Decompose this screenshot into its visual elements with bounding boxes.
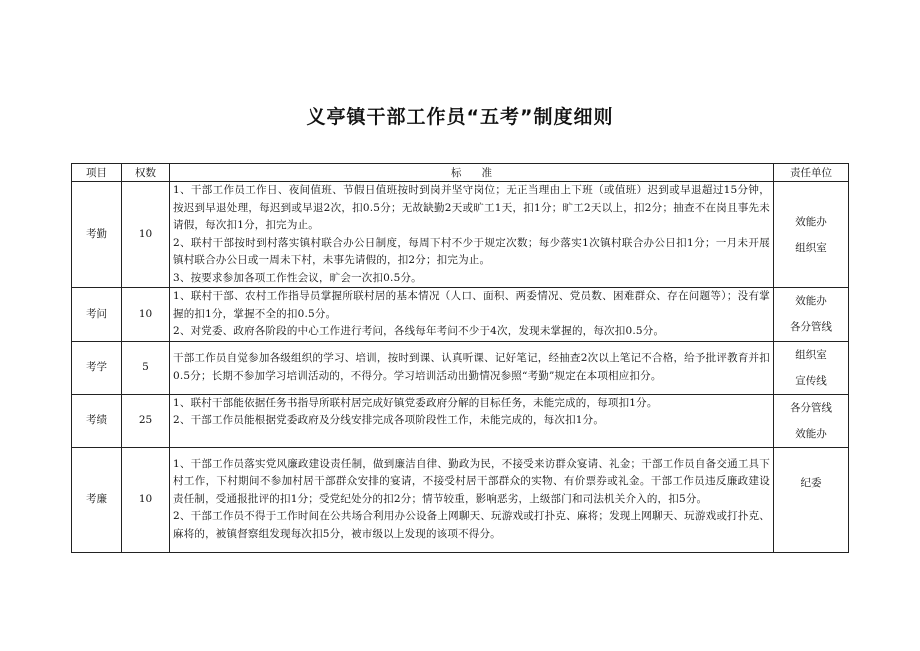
row-weight: 25 [122, 394, 170, 447]
standard-clause: 1、干部工作员落实党风廉政建设责任制，做到廉洁自律、勤政为民，不接受来访群众宴请、礼金；干部工作员自备交通工具下村工作，下村期间不参加村居干部群众安排的宴请，不接受村居干部群众的实物、有价票券或礼金。干部工作员违反廉政建设责任制，受通报批评的扣1分；受党纪处分的扣2分；情节较重，影响恶劣，上级部门和司法机关介入的，扣5分。 [173, 457, 770, 505]
standard-clause: 2、联村干部按时到村落实镇村联合办公日制度，每周下村不少于规定次数；每少落实1次镇村联合办公日扣1分；一月未开展镇村联合办公日或一周未下村，未事先请假的，扣2分；扣完为止。 [173, 236, 770, 266]
row-weight: 10 [122, 447, 170, 552]
standard-clause: 1、干部工作员工作日、夜间值班、节假日值班按时到岗并坚守岗位；无正当理由上下班（或值班）迟到或早退超过15分钟，按迟到早退处理，每迟到或早退2次，扣0.5分；无故缺勤2天或旷工1天，扣1分；旷工2天以上，扣2分；抽查不在岗且事先未请假，每次扣1分，扣完为止。 [173, 184, 770, 231]
row-standard [170, 394, 774, 447]
row-weight: 10 [122, 182, 170, 288]
table-row [72, 341, 849, 394]
responsible-unit: 效能办 [795, 215, 827, 228]
responsible-unit: 纪委 [800, 476, 822, 489]
standard-clause: 2、干部工作员能根据党委政府及分线安排完成各项阶段性工作，未能完成的，每次扣1分。 [173, 414, 605, 426]
table-row [72, 288, 849, 342]
header-unit: 责任单位 [774, 164, 849, 182]
responsible-unit: 宣传线 [795, 374, 827, 387]
standard-clause: 2、对党委、政府各阶段的中心工作进行考问，各线每年考问不少于4次，发现未掌握的，每次扣0.5分。 [173, 325, 665, 337]
row-item: 考学 [72, 341, 122, 394]
responsible-unit: 各分管线 [790, 321, 832, 334]
row-standard [170, 447, 774, 552]
row-weight: 10 [122, 288, 170, 342]
row-unit [774, 447, 849, 552]
table-row [72, 394, 849, 447]
header-weight: 权数 [122, 164, 170, 182]
responsible-unit: 效能办 [795, 295, 827, 308]
header-item: 项目 [72, 164, 122, 182]
standard-clause: 2、干部工作员不得于工作时间在公共场合利用办公设备上网聊天、玩游戏或打扑克、麻将；发现上网聊天、玩游戏或打扑克、麻将的，被镇督察组发现每次扣5分，被市级以上发现的该项不得分。 [173, 510, 770, 540]
standard-clause: 1、联村干部、农村工作指导员掌握所联村居的基本情况（人口、面积、两委情况、党员数、困难群众、存在问题等）；没有掌握的扣1分，掌握不全的扣0.5分。 [173, 290, 770, 320]
row-weight: 5 [122, 341, 170, 394]
row-item: 考问 [72, 288, 122, 342]
responsible-unit: 组织室 [795, 348, 827, 361]
row-unit [774, 341, 849, 394]
table-header-row [72, 164, 849, 182]
standard-clause: 3、按要求参加各项工作性会议，旷会一次扣0.5分。 [173, 271, 422, 284]
header-standard: 标 准 [170, 164, 774, 182]
document-title: 义亭镇干部工作员“五考”制度细则 [306, 106, 614, 128]
table-row [72, 447, 849, 552]
row-item: 考勤 [72, 182, 122, 288]
standard-clause: 干部工作员自觉参加各级组织的学习、培训，按时到课、认真听课、记好笔记，经抽查2次以上笔记不合格，给予批评教育并扣0.5分；长期不参加学习培训活动的，不得分。学习培训活动出勤情况参照“考勤”规定在本项相应扣分。 [173, 352, 770, 382]
row-standard [170, 288, 774, 342]
responsible-unit: 各分管线 [790, 401, 832, 414]
responsible-unit: 效能办 [795, 427, 827, 440]
responsible-unit: 组织室 [795, 241, 827, 254]
row-unit [774, 182, 849, 288]
row-standard [170, 182, 774, 288]
row-item: 考廉 [72, 447, 122, 552]
rules-table [71, 163, 849, 553]
row-standard [170, 341, 774, 394]
table-row [72, 182, 849, 288]
standard-clause: 1、联村干部能依据任务书指导所联村居完成好镇党委政府分解的目标任务，未能完成的，每项扣1分。 [173, 396, 658, 409]
row-unit [774, 394, 849, 447]
row-unit [774, 288, 849, 342]
row-item: 考绩 [72, 394, 122, 447]
